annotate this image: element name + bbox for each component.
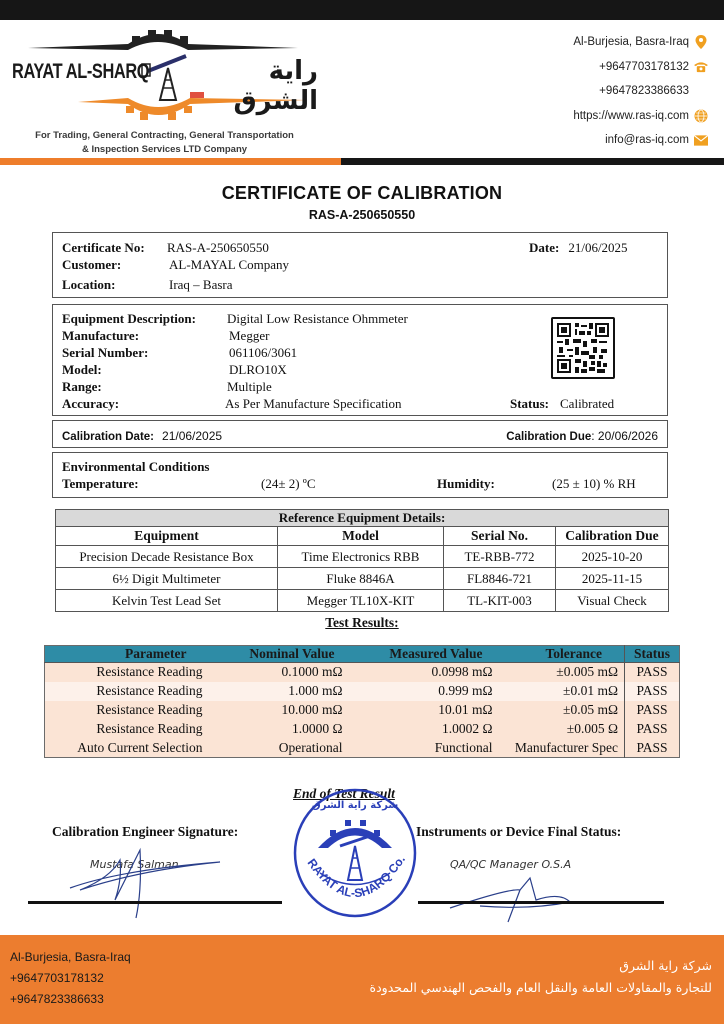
- engineer-signature-line: [28, 901, 282, 904]
- header-divider: [0, 158, 724, 165]
- manufacture-value: Megger: [229, 328, 270, 343]
- humidity-value: (25 ± 10) % RH: [552, 476, 636, 491]
- range-label: Range:: [62, 379, 102, 394]
- certificate-number-heading: RAS-A-250650550: [308, 208, 416, 222]
- table-row: Resistance Reading 1.0000 Ω 1.0002 Ω ±0.005 Ω PASS: [45, 720, 680, 739]
- range-value: Multiple: [227, 379, 272, 394]
- svg-text:شركة راية الشرق: شركة راية الشرق: [311, 800, 399, 811]
- column-header-equipment: Equipment: [56, 527, 278, 546]
- page-footer: [0, 935, 724, 1024]
- company-stamp-icon: [290, 788, 420, 918]
- phone-icon: [694, 60, 708, 74]
- status-label: Status:: [510, 396, 550, 411]
- date-label: Date:: [529, 240, 560, 255]
- certificate-info-box: [52, 232, 668, 298]
- status-value: Calibrated: [560, 396, 615, 411]
- reference-table-caption: Reference Equipment Details:: [56, 510, 669, 527]
- status-badge: PASS: [625, 701, 680, 720]
- contact-phone-1[interactable]: +9647703178132: [468, 55, 708, 80]
- equipment-description-label: Equipment Description:: [62, 311, 196, 326]
- accuracy-label: Accuracy:: [62, 396, 120, 411]
- table-row: Kelvin Test Lead Set Megger TL10X-KIT TL-KIT-003 Visual Check: [56, 590, 669, 612]
- table-row: Auto Current Selection Operational Functional Manufacturer Spec PASS: [45, 739, 680, 758]
- table-row: Resistance Reading 0.1000 mΩ 0.0998 mΩ ±0.005 mΩ PASS: [45, 663, 680, 682]
- status-badge: PASS: [625, 720, 680, 739]
- humidity-label: Humidity:: [437, 476, 495, 491]
- table-header-row: [56, 527, 669, 546]
- final-status-signature-line: [418, 901, 664, 904]
- column-header-parameter: Parameter: [45, 646, 209, 663]
- table-row: Resistance Reading 1.000 mΩ 0.999 mΩ ±0.01 mΩ PASS: [45, 682, 680, 701]
- environmental-conditions-box: [52, 452, 668, 498]
- calibration-due-value: : 20/06/2026: [591, 429, 658, 443]
- footer-arabic-company-name: شركة راية الشرق للتجارة والمقاولات العامة والنقل العام والفحص الهندسي المحدودة: [369, 958, 712, 995]
- footer-phone-1[interactable]: +9647703178132: [10, 971, 104, 985]
- engineer-signature-label: Calibration Engineer Signature:: [52, 824, 239, 839]
- reference-equipment-table: [55, 509, 669, 612]
- equipment-description-value: Digital Low Resistance Ohmmeter: [227, 311, 408, 326]
- table-header-row: [45, 646, 680, 663]
- test-results-heading: Test Results:: [325, 615, 399, 630]
- manager-name: QA/QC Manager O.S.A: [450, 858, 572, 871]
- table-row: Precision Decade Resistance Box Time Electronics RBB TE-RBB-772 2025-10-20: [56, 546, 669, 568]
- calibration-date-value: 21/06/2025: [162, 429, 223, 443]
- final-status-label: Instruments or Device Final Status:: [416, 824, 622, 839]
- location-pin-icon: [694, 35, 708, 49]
- footer-phone-2[interactable]: +9647823386633: [10, 992, 104, 1006]
- column-header-calibration-due: Calibration Due: [556, 527, 669, 546]
- engineer-name: Mustafa Salman: [90, 858, 179, 871]
- temperature-value: (24± 2) ºC: [261, 476, 316, 491]
- logo-wordmark: RAYAT AL-SHARQ: [12, 60, 150, 83]
- accuracy-value: As Per Manufacture Specification: [225, 396, 402, 411]
- top-bar: [0, 0, 724, 20]
- status-badge: PASS: [625, 663, 680, 682]
- contact-phone-2[interactable]: +9647823386633: [599, 85, 689, 98]
- location-value: Iraq – Basra: [169, 277, 233, 292]
- model-value: DLRO10X: [229, 362, 287, 377]
- serial-number-label: Serial Number:: [62, 345, 149, 360]
- environment-heading: Environmental Conditions: [62, 459, 210, 474]
- letterhead: [0, 20, 724, 160]
- page-title: CERTIFICATE OF CALIBRATION: [221, 183, 503, 203]
- status-badge: PASS: [625, 739, 680, 758]
- model-label: Model:: [62, 362, 102, 377]
- equipment-info-box: [52, 304, 668, 416]
- customer-label: Customer:: [62, 257, 122, 272]
- engineer-signature-icon: [60, 840, 250, 920]
- logo-arabic-wordmark: راية الشرق: [233, 56, 318, 116]
- company-logo: [8, 26, 318, 155]
- svg-text:RAYAT AL-SHARQ Co.: RAYAT AL-SHARQ Co.: [304, 852, 408, 901]
- table-row: Resistance Reading 10.000 mΩ 10.01 mΩ ±0.05 mΩ PASS: [45, 701, 680, 720]
- certificate-no-value: RAS-A-250650550: [167, 240, 269, 255]
- customer-value: AL-MAYAL Company: [169, 257, 290, 272]
- company-tagline: For Trading, General Contracting, General Transportation & Inspection Services LTD Company: [35, 130, 294, 155]
- column-header-serial: Serial No.: [444, 527, 556, 546]
- manager-signature-icon: [440, 870, 610, 925]
- end-of-test-result: End of Test Result: [293, 786, 395, 801]
- column-header-nominal: Nominal Value: [209, 646, 349, 663]
- footer-contact: [10, 947, 131, 1010]
- contact-list: [468, 30, 708, 153]
- contact-address: Al-Burjesia, Basra-Iraq: [468, 30, 708, 55]
- column-header-model: Model: [278, 527, 444, 546]
- temperature-label: Temperature:: [62, 476, 139, 491]
- status-badge: PASS: [625, 682, 680, 701]
- certificate-no-label: Certificate No:: [62, 240, 145, 255]
- serial-number-value: 061106/3061: [229, 345, 298, 360]
- column-header-status: Status: [625, 646, 680, 663]
- table-row: 6½ Digit Multimeter Fluke 8846A FL8846-721 2025-11-15: [56, 568, 669, 590]
- footer-address: Al-Burjesia, Basra-Iraq: [10, 950, 131, 964]
- column-header-tolerance: Tolerance: [499, 646, 625, 663]
- globe-icon: [694, 109, 708, 123]
- manufacture-label: Manufacture:: [62, 328, 140, 343]
- test-results-table: [44, 645, 680, 758]
- envelope-icon: [694, 133, 708, 147]
- calibration-date-label: Calibration Date:: [62, 431, 155, 443]
- contact-website[interactable]: https://www.ras-iq.com: [468, 104, 708, 129]
- calibration-due-label: Calibration Due: [506, 431, 592, 443]
- column-header-measured: Measured Value: [349, 646, 499, 663]
- location-label: Location:: [62, 277, 116, 292]
- contact-email[interactable]: info@ras-iq.com: [468, 128, 708, 153]
- qr-code-icon[interactable]: [551, 317, 615, 379]
- calibration-dates-box: [52, 420, 668, 448]
- date-value: 21/06/2025: [568, 240, 628, 255]
